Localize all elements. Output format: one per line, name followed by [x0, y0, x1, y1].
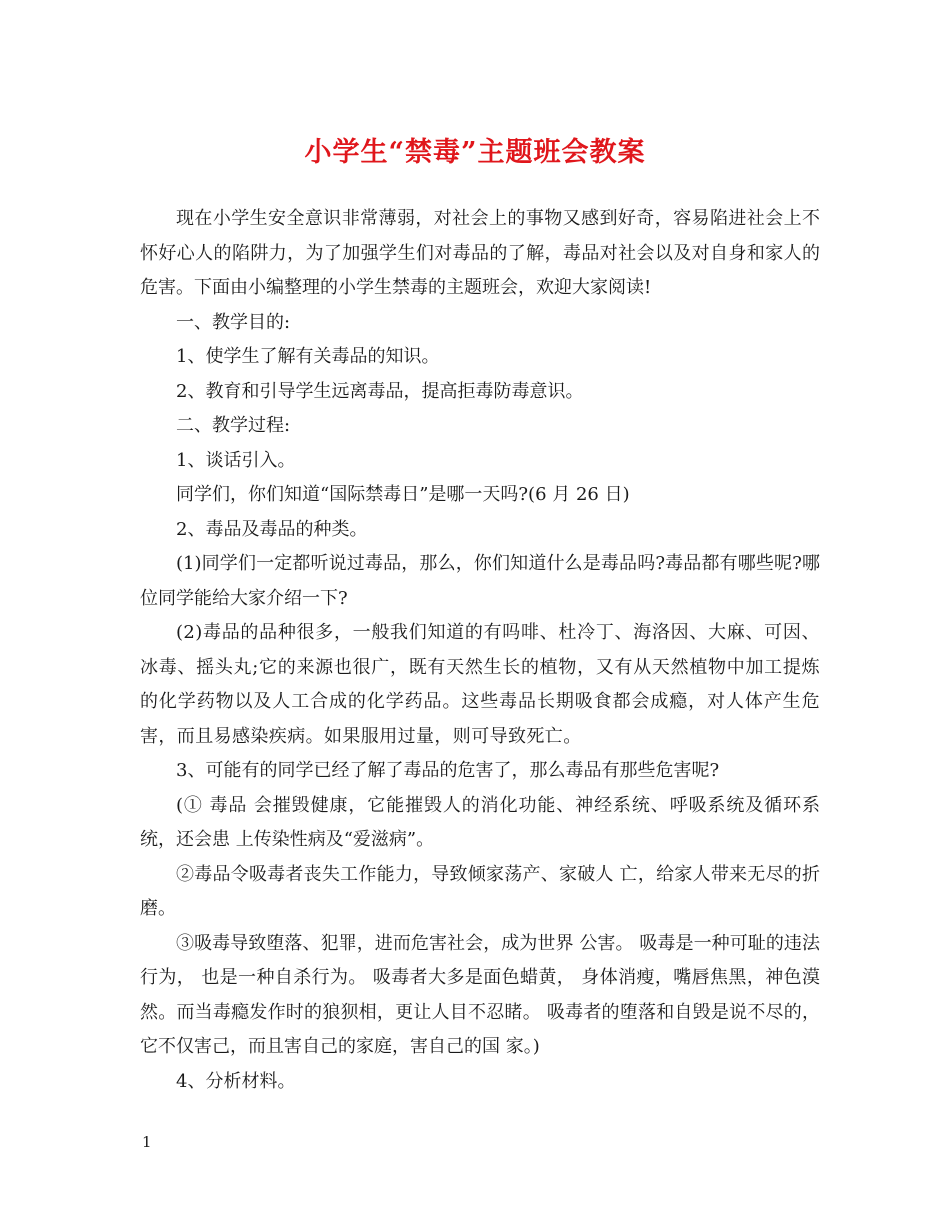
section-heading-objectives: 一、教学目的:	[176, 311, 291, 333]
process-step-2-part-2: (2)毒品的品种很多，一般我们知道的有吗啡、杜冷丁、海洛因、大麻、可因、冰毒、摇头丸;它的来源也很广，既有天然生长的植物，又有从天然植物中加工提炼的化学药物以及人工合成的化学药品。这些毒品长期吸食都会成瘾，对人体产生危害，而且易感染疾病。如果服用过量，则可导致死亡。	[140, 622, 820, 747]
document-title: 小学生“禁毒”主题班会教案	[304, 137, 646, 168]
process-step-4: 4、分析材料。	[176, 1070, 296, 1092]
process-step-2-part-1: (1)同学们一定都听说过毒品，那么，你们知道什么是毒品吗?毒品都有哪些呢?哪位同学能给大家介绍一下?	[140, 553, 820, 609]
process-step-3: 3、可能有的同学已经了解了毒品的危害了，那么毒品有那些危害呢?	[176, 760, 720, 781]
objective-item-1: 1、使学生了解有关毒品的知识。	[176, 346, 440, 367]
document-body	[140, 202, 820, 1099]
harm-item-2: ②毒品令吸毒者丧失工作能力，导致倾家荡产、家破人 亡，给家人带来无尽的折磨。	[140, 863, 820, 919]
intro-paragraph: 现在小学生安全意识非常薄弱，对社会上的事物又感到好奇，容易陷进社会上不怀好心人的陷阱力，为了加强学生们对毒品的了解，毒品对社会以及对自身和家人的危害。下面由小编整理的小学生禁毒的主题班会，欢迎大家阅读!	[140, 208, 820, 298]
objective-item-2: 2、教育和引导学生远离毒品，提高拒毒防毒意识。	[176, 380, 584, 402]
page-number: 1	[142, 1133, 152, 1151]
process-step-1-question: 同学们，你们知道“国际禁毒日”是哪一天吗?(6 月 26 日)	[176, 484, 630, 505]
process-step-2: 2、毒品及毒品的种类。	[176, 518, 368, 540]
harm-item-1: (① 毒品 会摧毁健康，它能摧毁人的消化功能、神经系统、呼吸系统及循环系统，还会患 上传染性病及“爱滋病”。	[140, 794, 820, 850]
section-heading-process: 二、教学过程:	[176, 415, 291, 436]
harm-item-3: ③吸毒导致堕落、犯罪，进而危害社会，成为世界 公害。 吸毒是一种可耻的违法行为， 也是一种自杀行为。 吸毒者大多是面色蜡黄， 身体消瘦，嘴唇焦黑，神色漠然。而当毒瘾发作时的狼狈相，更让人目不忍睹。 吸毒者的堕落和自毁是说不尽的，它不仅害己，而且害自己的家庭，害自己的国 家。)	[140, 932, 820, 1057]
process-step-1: 1、谈话引入。	[176, 449, 296, 471]
